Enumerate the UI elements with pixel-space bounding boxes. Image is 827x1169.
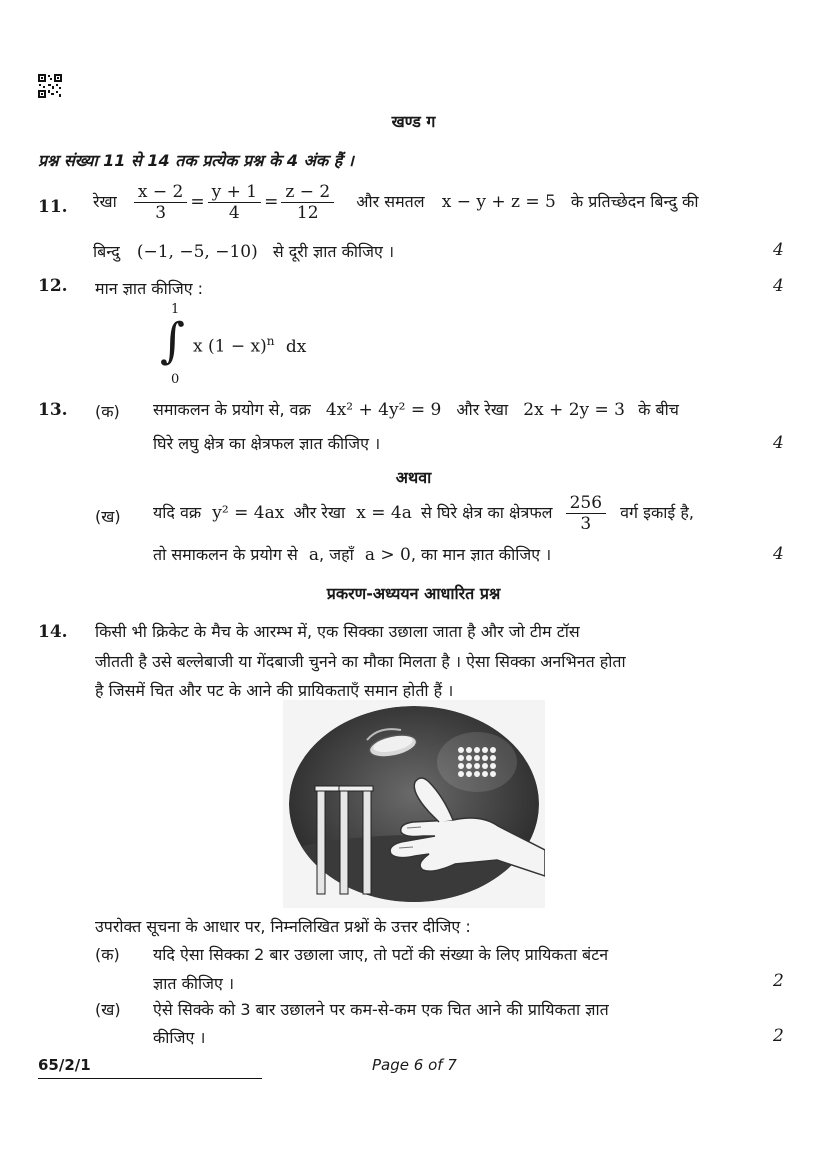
q13b-post: वर्ग इकाई है,: [620, 503, 694, 522]
integrand-exponent: n: [266, 334, 275, 348]
q13a-mid: और रेखा: [456, 400, 509, 419]
equals-sign: =: [190, 192, 205, 212]
q11-mid: और समतल: [356, 192, 425, 211]
equals-sign: =: [264, 192, 279, 212]
fraction-numerator: 256: [566, 493, 606, 514]
question-number: 12.: [38, 276, 68, 296]
marks: 4: [773, 433, 784, 453]
coin-toss-illustration: [283, 700, 545, 908]
q11-line2-pre: बिन्दु: [93, 242, 120, 261]
or-separator: अथवा: [395, 468, 432, 487]
q14a-line2: ज्ञात कीजिए ।: [153, 974, 235, 993]
fraction-numerator: y + 1: [208, 182, 261, 203]
question-number: 13.: [38, 400, 68, 420]
fraction: [281, 182, 334, 223]
q13b-line2: [153, 543, 551, 565]
q13a-post: के बीच: [638, 400, 679, 419]
q13a-line-eq: 2x + 2y = 3: [523, 400, 625, 420]
integrand: [193, 334, 306, 357]
footer-rule: [38, 1078, 262, 1079]
q14-para-line: जीतती है उसे बल्लेबाजी या गेंदबाजी चुनने का मौका मिलता है । ऐसा सिक्का अनभिनत होता: [95, 652, 626, 671]
case-study-title: प्रकरण-अध्ययन आधारित प्रश्न: [326, 584, 501, 603]
q13b-line2-pre: तो समाकलन के प्रयोग से: [153, 545, 298, 564]
q13b-mid2: से घिरे क्षेत्र का क्षेत्रफल: [420, 503, 553, 522]
integral-upper-limit: 1: [171, 302, 180, 317]
q11-point: (−1, −5, −10): [136, 242, 258, 262]
option-label: (ख): [95, 1000, 121, 1019]
fraction: [134, 182, 187, 223]
paper-code: 65/2/1: [38, 1056, 91, 1074]
q14b-line1: ऐसे सिक्के को 3 बार उछालने पर कम-से-कम एक चित आने की प्रायिकता ज्ञात: [153, 1000, 609, 1019]
integrand-base: x (1 − x): [193, 336, 267, 357]
q13a-curve: 4x² + 4y² = 9: [325, 400, 442, 420]
q11-line1: [93, 182, 698, 223]
option-label: (क): [95, 945, 120, 964]
q13b-line2-mid: , जहाँ: [319, 545, 354, 564]
q13a-line2: घिरे लघु क्षेत्र का क्षेत्रफल ज्ञात कीजिए ।: [153, 434, 381, 453]
marks: 4: [773, 240, 784, 260]
fraction-denominator: 4: [228, 203, 240, 223]
differential: dx: [285, 336, 307, 357]
q11-pre: रेखा: [93, 192, 117, 211]
fraction-numerator: x − 2: [134, 182, 187, 203]
section-title: खण्ड ग: [391, 112, 436, 131]
q13a-line1: [153, 398, 679, 420]
q13b-line-eq: x = 4a: [356, 503, 412, 523]
option-label: (ख): [95, 507, 121, 526]
integral-sign: ∫: [160, 313, 186, 369]
q14b-line2: कीजिए ।: [153, 1028, 206, 1047]
marks: 2: [773, 971, 784, 991]
fraction-denominator: 3: [580, 514, 592, 534]
q14-prompt: उपरोक्त सूचना के आधार पर, निम्नलिखित प्रश्नों के उत्तर दीजिए :: [95, 917, 471, 936]
q11-plane: x − y + z = 5: [441, 192, 556, 212]
marks: 2: [773, 1026, 784, 1046]
q14-para-line: किसी भी क्रिकेट के मैच के आरम्भ में, एक सिक्का उछाला जाता है और जो टीम टॉस: [95, 622, 580, 641]
q13a-pre: समाकलन के प्रयोग से, वक्र: [153, 400, 311, 419]
question-number: 14.: [38, 622, 68, 642]
q13b-cond: a > 0: [364, 545, 411, 565]
fraction: [208, 182, 261, 223]
fraction-numerator: z − 2: [281, 182, 334, 203]
question-number: 11.: [38, 197, 68, 217]
marks: 4: [773, 276, 784, 296]
q13b-mid: और रेखा: [293, 503, 346, 522]
marks: 4: [773, 544, 784, 564]
q14-para-line: है जिसमें चित और पट के आने की प्रायिकताएँ समान होती हैं ।: [95, 681, 454, 700]
fraction-denominator: 3: [155, 203, 167, 223]
option-label: (क): [95, 402, 120, 421]
q13b-line1: [153, 493, 694, 534]
qr-code: [38, 74, 62, 98]
instruction: प्रश्न संख्या 11 से 14 तक प्रत्येक प्रश्न के 4 अंक हैं ।: [38, 151, 354, 170]
q11-line2-post: से दूरी ज्ञात कीजिए ।: [272, 242, 395, 261]
q12-text: मान ज्ञात कीजिए :: [95, 279, 204, 298]
q14a-line1: यदि ऐसा सिक्का 2 बार उछाला जाए, तो पटों की संख्या के लिए प्रायिकता बंटन: [153, 945, 609, 964]
q11-line2: [93, 240, 394, 262]
fraction-denominator: 12: [296, 203, 319, 223]
fraction: [566, 493, 606, 534]
page-number: Page 6 of 7: [372, 1056, 457, 1074]
q13b-pre: यदि वक्र: [153, 503, 202, 522]
q13b-var: a: [308, 545, 320, 565]
q13b-line2-post: , का मान ज्ञात कीजिए ।: [410, 545, 552, 564]
q13b-curve: y² = 4ax: [212, 503, 285, 523]
integral-lower-limit: 0: [171, 372, 180, 387]
q11-post: के प्रतिच्छेदन बिन्दु की: [570, 192, 699, 211]
